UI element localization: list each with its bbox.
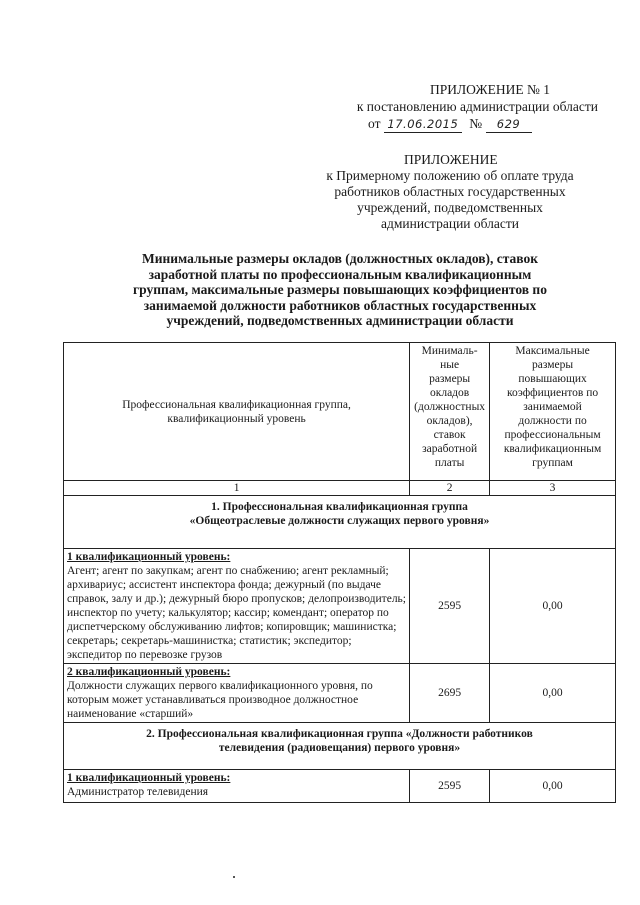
col1-header: Профессиональная квалификационная группа, квалификационный уровень xyxy=(64,343,410,481)
col3-header-line: квалификационным xyxy=(503,443,602,455)
annex2-line: учреждений, подведомственных xyxy=(357,200,543,215)
col2-header-line: окладов xyxy=(430,387,470,399)
level-label: 1 квалификационный уровень: xyxy=(67,772,231,784)
number-label: № xyxy=(469,116,483,131)
annex1-title: ПРИЛОЖЕНИЕ № 1 xyxy=(429,82,550,97)
group-2-level-1-cell xyxy=(64,770,410,803)
coefficient-value: 0,00 xyxy=(490,549,616,664)
coefficient-value: 0,00 xyxy=(490,770,616,803)
col-number-1: 1 xyxy=(64,481,410,496)
col3-header-line: должности по xyxy=(518,415,587,427)
col2-header-line: размеры xyxy=(429,373,471,385)
from-label: от xyxy=(368,116,381,131)
level-label: 1 квалификационный уровень: xyxy=(67,551,231,563)
group-2-header-row xyxy=(64,723,616,770)
salary-table xyxy=(63,342,616,803)
salary-value: 2595 xyxy=(410,770,490,803)
annex1-reference: к постановлению администрации области xyxy=(356,99,598,114)
col3-header-line: профессиональным xyxy=(504,429,601,441)
group-1-title-line: 1. Профессиональная квалификационная группа xyxy=(211,501,468,513)
salary-value: 2695 xyxy=(410,664,490,723)
col3-header-line: занимаемой xyxy=(523,401,582,413)
level-label: 2 квалификационный уровень: xyxy=(67,666,231,678)
col3-header-line: коэффициентов по xyxy=(506,387,599,399)
annex2-title: ПРИЛОЖЕНИЕ xyxy=(404,152,498,167)
table-row xyxy=(64,549,616,664)
col3-header-line: группам xyxy=(532,457,573,469)
col3-header xyxy=(490,343,616,481)
title-line: заработной платы по профессиональным квалификационным xyxy=(148,266,532,282)
decree-number: 629 xyxy=(486,116,532,133)
table-header-row xyxy=(64,343,616,481)
salary-value: 2595 xyxy=(410,549,490,664)
col2-header-line: ставок xyxy=(433,429,466,441)
col3-header-line: повышающих xyxy=(518,373,587,385)
annex2-line: к Примерному положению об оплате труда xyxy=(326,168,574,183)
level-description: Агент; агент по закупкам; агент по снабжению; агент рекламный; архивариус; ассистент инспектора фонда; дежурный (по выдаче справок, залу и др.); дежурный бюро пропусков; делопроизводитель; инспектор по учету; калькулятор; кассир; комендант; оператор по диспетчерскому обслуживанию лифтов; копировщик; машинистка; секретарь; секретарь-машинистка; статистик; экспедитор; экспедитор по перевозке грузов xyxy=(67,565,406,661)
annex2-line: работников областных государственных xyxy=(334,184,566,199)
col2-header-line: заработной xyxy=(422,443,478,455)
decree-date-line xyxy=(368,116,532,133)
col2-header-line: (должностных xyxy=(414,401,486,413)
level-description: Администратор телевидения xyxy=(67,786,209,798)
col2-header-line: Минималь- xyxy=(421,345,478,357)
table-row xyxy=(64,770,616,803)
col2-header xyxy=(410,343,490,481)
group-1-level-2-cell xyxy=(64,664,410,723)
document-title xyxy=(60,251,620,329)
annex2-line: администрации области xyxy=(380,216,520,231)
col-number-3: 3 xyxy=(490,481,616,496)
title-line: Минимальные размеры окладов (должностных окладов), ставок xyxy=(141,251,539,266)
title-line: учреждений, подведомственных администрации области xyxy=(166,313,514,328)
decree-date: 17.06.2015 xyxy=(384,116,462,133)
col3-header-line: размеры xyxy=(532,359,574,371)
group-1-level-1-cell xyxy=(64,549,410,664)
group-2-title-line: 2. Профессиональная квалификационная группа «Должности работников xyxy=(146,728,533,740)
column-numbers-row xyxy=(64,481,616,496)
group-2-title xyxy=(64,723,616,770)
group-1-title-line: «Общеотраслевые должности служащих первого уровня» xyxy=(189,515,490,527)
group-1-header-row xyxy=(64,496,616,549)
col2-header-line: ные xyxy=(440,359,460,371)
col2-header-line: окладов), xyxy=(426,415,473,427)
table-row xyxy=(64,664,616,723)
scan-speck xyxy=(233,876,235,878)
group-1-title xyxy=(64,496,616,549)
coefficient-value: 0,00 xyxy=(490,664,616,723)
group-2-title-line: телевидения (радиовещания) первого уровня» xyxy=(218,742,461,754)
col2-header-line: платы xyxy=(434,457,465,469)
title-line: группам, максимальные размеры повышающих коэффициентов по xyxy=(133,282,547,297)
title-line: занимаемой должности работников областных государственных xyxy=(143,297,537,313)
col3-header-line: Максимальные xyxy=(515,345,590,357)
col-number-2: 2 xyxy=(410,481,490,496)
level-description: Должности служащих первого квалификационного уровня, по которым может устанавливаться производное должностное наименование «старший» xyxy=(67,680,373,720)
annex2-reference xyxy=(300,168,600,232)
